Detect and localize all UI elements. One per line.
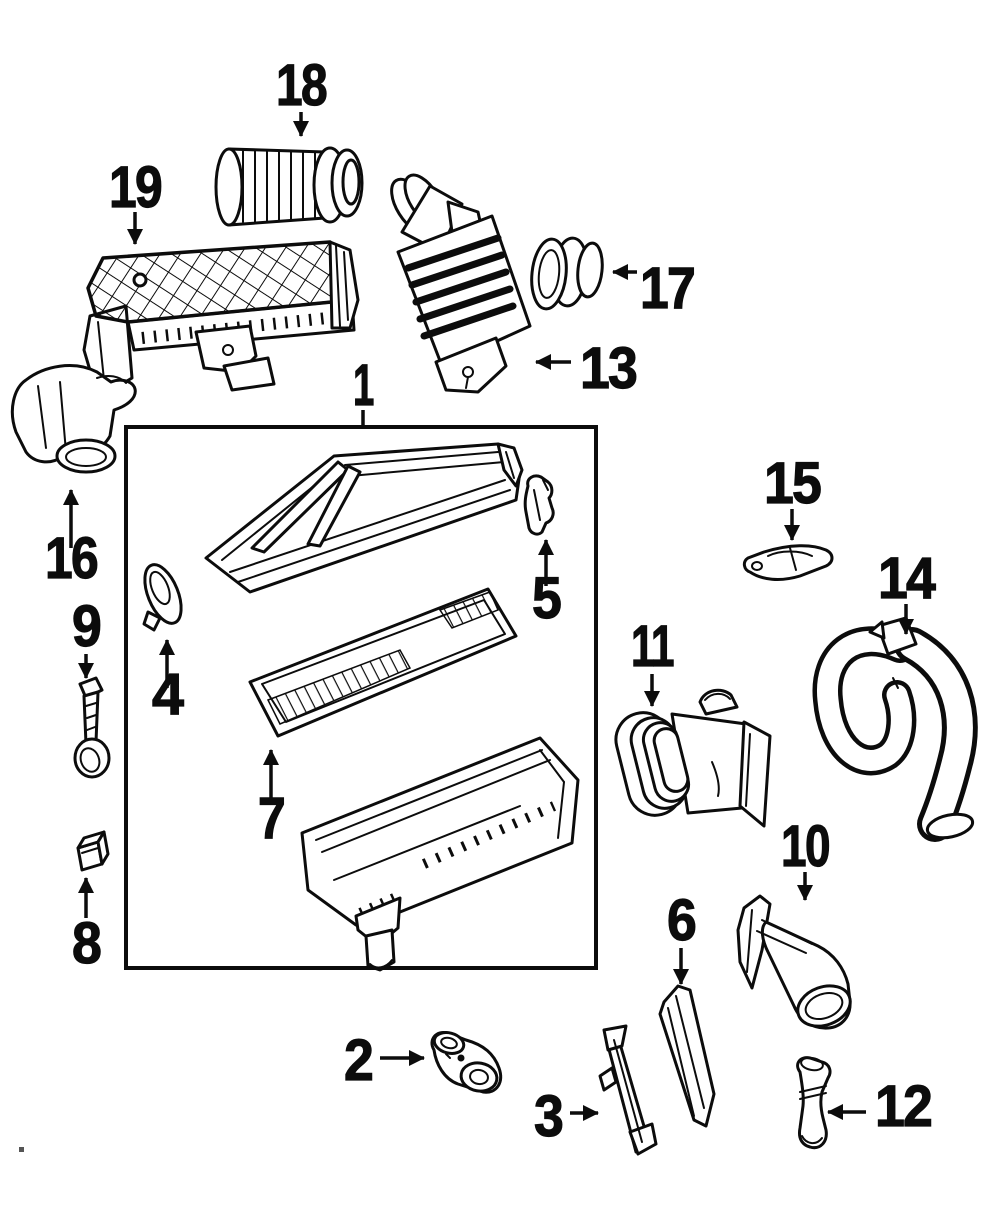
callout-4: 4 (152, 662, 184, 727)
part-18-corrugated-hose-drawing (216, 148, 362, 225)
part-4-grommet-drawing (137, 560, 188, 630)
callout-9: 9 (72, 594, 101, 659)
part-17-coupler-sleeve-drawing (528, 236, 604, 310)
part-14-outlet-hose-drawing (827, 618, 974, 842)
callout-7: 7 (258, 786, 284, 851)
callout-5: 5 (532, 566, 561, 631)
part-9-stud-drawing (75, 678, 109, 777)
part-19-air-cleaner-cover-drawing (84, 242, 358, 390)
part-11-air-duct-drawing (610, 690, 770, 826)
part-15-bracket-drawing (744, 546, 832, 580)
part-12-elbow-hose-drawing (798, 1056, 830, 1147)
part-3-bracket-drawing (600, 1026, 656, 1154)
callout-18: 18 (276, 53, 327, 118)
part-16-intake-scoop-drawing (12, 366, 135, 472)
part-10-outlet-tube-drawing (738, 896, 856, 1033)
callout-14: 14 (878, 546, 936, 611)
part-5-sensor-drawing (525, 476, 553, 534)
callout-19: 19 (109, 155, 162, 220)
callout-2: 2 (344, 1028, 372, 1093)
part-13-resonator-duct-drawing (383, 169, 530, 392)
callout-11: 11 (631, 614, 674, 679)
part-8-clip-drawing (78, 832, 108, 870)
callout-13: 13 (580, 336, 637, 401)
callout-8: 8 (72, 911, 101, 976)
callout-16: 16 (45, 526, 98, 591)
air-cleaner-cover-lid-drawing (206, 444, 522, 592)
part-6-panel-drawing (660, 986, 714, 1126)
part-2-bracket-drawing (432, 1029, 501, 1093)
callout-12: 12 (875, 1074, 931, 1139)
air-cleaner-housing-drawing (302, 738, 578, 970)
callout-17: 17 (640, 256, 694, 321)
corner-dot (19, 1147, 24, 1152)
callout-1: 1 (353, 353, 374, 418)
callout-6: 6 (667, 888, 696, 953)
callout-3: 3 (534, 1084, 563, 1149)
callout-10: 10 (781, 814, 829, 879)
part-7-filter-element-drawing (250, 589, 516, 736)
callout-15: 15 (764, 451, 821, 516)
